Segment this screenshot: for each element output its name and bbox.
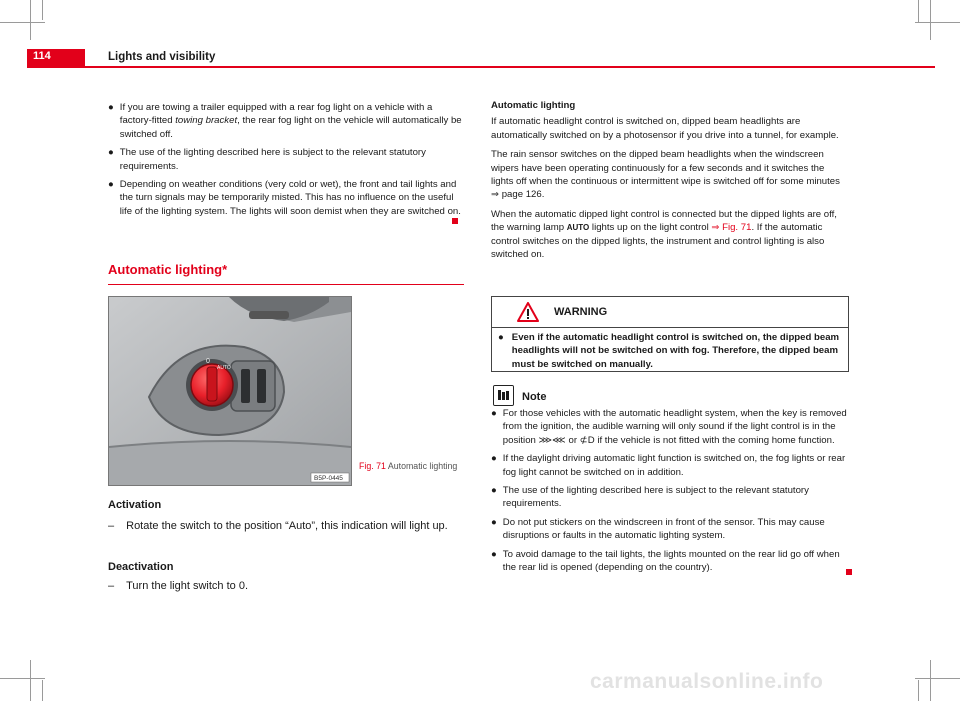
list-item [491,452,849,479]
bullet-mark: ● [491,485,497,497]
note-text: For those vehicles with the automatic headlight system, when the key is removed from the ignition, the audible warning will only sound if the light control is in the position ⋙⋘ or ⊄D if the vehicle is not fitted with the coming home function. [502,408,847,446]
list-item [108,178,464,218]
bullet-mark: ● [108,179,114,191]
bullet-mark: ● [491,516,497,528]
section-end-mark [846,569,852,575]
note-text: If the daylight driving automatic light function is switched on, the fog lights or rear fog light cannot be switched on in addition. [502,453,846,478]
light-switch-illustration [109,297,351,485]
page-number: 114 [33,50,51,62]
watermark: carmanualsonline.info [590,670,824,693]
warning-body [492,328,848,374]
dash-mark: – [108,520,115,532]
switch-label-auto: AUTO [217,365,231,371]
crop-mark [30,0,31,40]
chapter-title: Lights and visibility [108,51,216,63]
warning-header [492,297,848,328]
note-title: Note [522,391,547,403]
activation-heading: Activation [108,499,162,511]
note-text: To avoid damage to the tail lights, the lights mounted on the rear lid go off when the rear lid is opened (depending on the country). [502,548,840,574]
crop-mark [42,0,43,20]
section-title: Automatic lighting* [108,262,228,277]
list-item [491,548,849,575]
crop-mark [918,0,919,22]
paragraph: The rain sensor switches on the dipped beam headlights when the windscreen wipers have been operating continuously for a few seconds and it switches the lights off when the continuous or intermittent wipe is switched off for some minutes ⇒ page 126. [491,149,840,201]
crop-mark [918,680,919,701]
note-text: Do not put stickers on the windscreen in front of the sensor. This may cause disruptions or faults in the automatic lighting system. [502,516,825,542]
figure-reference-link[interactable]: ⇒ Fig. 71 [711,222,752,234]
crop-mark [30,660,31,701]
activation-step [108,518,468,534]
bullet-text: If you are towing a trailer equipped with a rear fog light on a vehicle with a factory-fitted towing bracket, the rear fog light on the vehicle will automatically be switched off. [119,102,462,140]
list-item [108,146,464,173]
list-item [108,101,464,141]
warning-text: Even if the automatic headlight control is switched on, the dipped beam headlights will not be switched on with fog. Therefore, the dipped beam must be switched on manually. [511,332,840,370]
bullet-mark: ● [108,147,114,159]
crop-mark [0,22,45,23]
warning-triangle-icon [517,302,539,322]
figure-caption-text: Automatic lighting [387,461,458,471]
deactivation-step-text: Turn the light switch to 0. [126,580,248,592]
switch-label-off: 0 [206,358,210,365]
deactivation-step [108,578,468,594]
deactivation-heading: Deactivation [108,561,174,573]
list-item [491,516,849,543]
list-item [491,484,849,511]
dash-mark: – [108,580,115,592]
paragraph: When the automatic dipped light control is connected but the dipped lights are off, the warning lamp AUTO lights up on the light control ⇒ Fig. 71. If the automatic control switches on the dipped lights, the instrument and control lighting is also switched on. [491,208,837,261]
right-column-text [491,99,849,267]
list-item [491,407,849,447]
warning-title: WARNING [554,306,608,318]
note-icon [493,385,514,406]
crop-mark [915,22,960,23]
figure-code: B5P-0445 [314,475,343,482]
warning-box [491,296,849,372]
section-end-mark [452,218,458,224]
header-divider [27,66,935,68]
paragraph: If automatic headlight control is switched on, dipped beam headlights are automatically switched on by a photosensor if you drive into a tunnel, for example. [491,116,839,141]
note-text: The use of the lighting described here is subject to the relevant statutory requirements. [502,485,809,510]
figure-label: Fig. 71 [359,461,386,471]
crop-mark [0,678,45,679]
light-switch-figure [108,296,352,486]
bullet-mark: ● [491,453,497,465]
crop-mark [42,680,43,701]
right-heading: Automatic lighting [491,100,576,111]
crop-mark [930,0,931,40]
bullet-text: The use of the lighting described here is subject to the relevant statutory requirements. [119,147,426,172]
section-divider [108,284,464,285]
note-bullets [491,407,849,579]
figure-caption [359,461,469,472]
crop-mark [915,678,960,679]
activation-step-text: Rotate the switch to the position “Auto”, this indication will light up. [126,520,448,532]
bullet-mark: ● [491,548,497,560]
bullet-mark: ● [498,332,504,343]
bullet-mark: ● [491,408,497,419]
bullet-mark: ● [108,102,114,113]
crop-mark [930,660,931,701]
left-column-bullets [108,101,464,223]
bullet-text: Depending on weather conditions (very cold or wet), the front and tail lights and the turn signals may be temporarily misted. This has no influence on the useful life of the lighting system. The lights will soon demist when they are switched on. [119,179,461,217]
auto-lamp-symbol: AUTO [566,223,590,233]
